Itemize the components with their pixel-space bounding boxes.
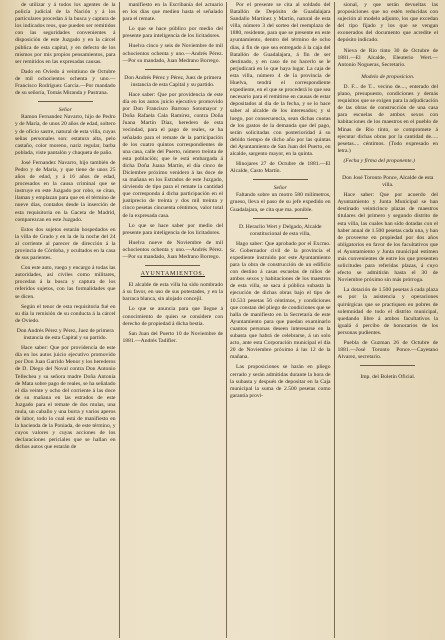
columns bbox=[12, 2, 441, 638]
divider bbox=[38, 101, 93, 102]
paragraph: Faltando sobre un motro 580 milímetros, grueso, lleva el paso de su jefe expedido en Guadalajara, se cita que ma. ponible. bbox=[230, 192, 331, 213]
paragraph: Estos dos sujetos estarán hospedados en la villa de Grado y en la de la noche del 24 al corriente al parecer de dirección á la provincia de Córdoba, y ocultados en la casa de sus parientes. bbox=[15, 226, 116, 262]
paragraph: Hinojares 27 de Octubre de 1881.—El Alcalde, Casto Martín. bbox=[230, 161, 331, 175]
notice-header: Don Andrés Pérez y Pérez, Juez de primera instancia de esta Capital y su partido. bbox=[124, 74, 222, 88]
divider bbox=[360, 365, 415, 366]
divider bbox=[145, 265, 200, 266]
section-heading: AYUNTAMIENTOS. bbox=[140, 271, 205, 278]
divider bbox=[360, 169, 415, 170]
paragraph: El alcalde de esta villa ha sido nombrado á su favor, en uso de sus potestades, y en la barraca blanca, sin alojado concejil. bbox=[122, 282, 223, 303]
section-title: Señor bbox=[58, 107, 72, 114]
paragraph: Lo que se hace saber por medio del presente para inteligencia de los licitadores. bbox=[122, 222, 223, 236]
column-2 bbox=[119, 2, 227, 638]
column-1 bbox=[12, 2, 119, 638]
notice-header: D. Heraclio Wert y Delgado, Alcalde constitucional de esta villa, bbox=[238, 223, 322, 237]
paragraph: Las proposiciones se harán en pliego cerrado y serán admitidas durante la hora de la subasta y después de depositar en la Caja municipal la suma de 2.500 pesetas como garantía provi- bbox=[230, 364, 331, 399]
paragraph: Huelva nueve de Noviembre de mil ochocientos ochenta y uno.—Andrés Pérez.—Por su mandado, Juan Medrano Borrego. bbox=[122, 239, 223, 260]
notice-header: Don José Toronto Ponce, Alcalde de esta villa. bbox=[342, 174, 434, 189]
paragraph: Hace saber: Que por providencia de este día en los autos juicio ejecutivo promovido por Don Francisco Barroso Sotomayor y Doña Rafaela Cala Ramírez, contra Doña Juana Martín Díaz, heredero de esta vecindad, para el pago de reales, se ha señalado para el remate de la participación de los cuatro quintos correspondientes de una casa, calle del Puerto, número treinta de esta población; que le está embargada á dicha Doña Juana Martín, el día cinco de Diciembre próximo venidero á las doce de su mañana en los Estrados de este Juzgado, sirviendo de tipo para el remate la cantidad que corresponda á dicha participación en el justiprecio de treinta y dos mil treinta y cinco pesetas cincuenta céntimos, valor total de la expresada casa. bbox=[122, 91, 223, 219]
paragraph: Hace saber: Que por acuerdo del Ayuntamiento y Junta Municipal se han destinado veinticinco plazas de maestros titulares del primero y segundo distrito de esta villa, las cuales han sido dotadas con el haber anual de 1.500 pesetas cada una, y han de proveerse en propiedad por dos años obligatorios en favor de los facultativos que el Ayuntamiento y Junta municipal estimen más convenientes de entre los que presenten solicitudes para referidas plazas, á cuyo efecto se admitirán hasta el 30 de Noviembre próximo sin más prórroga. bbox=[337, 192, 438, 284]
model-title: Modelo de proposicion. bbox=[361, 73, 415, 80]
divider bbox=[253, 179, 308, 180]
paragraph: Dado en Oviedo á veintiuno de Octubre de mil ochocientos ochenta y uno.—Francisco Rodríguez García.—Por mandado de su señoría, Tomás Miranda y Pastrana. bbox=[15, 68, 116, 97]
paragraph: Nieva de Rio tinto 30 de Octubre de 1881.—El Alcalde, Eleuterio Wert.—Antonio Nogueras, Secretario. bbox=[337, 47, 438, 68]
column-4 bbox=[334, 2, 442, 638]
paragraph: Con este auto, ruego y encargo á todas las autoridades, así civiles como militares, procedan á la busca y captura de los referidos sujetos, con las formalidades que se dicen. bbox=[15, 265, 116, 300]
paragraph: Hago saber: Que aprobado por el Excmo. Sr. Gobernador civil de la provincia el expediente instruido por este Ayuntamiento para la obra de construcción de un edificio con destino á casas escuelas de niños de ambos sexos y habitaciones de los maestros de esta villa, se saca á pública subasta la ejecución de dichas obras bajo el tipo de 10.533 pesetas 56 céntimos, y condiciones que constan del pliego de condiciones que se halla de manifiesto en la Secretaría de este Ayuntamiento para que puedan examinarlo cuantos personas deseen interesarse en la subasta que habrá de celebrarse, á un solo acto, ante esta Corporación municipal el día 20 de Noviembre próximo á las 12 de la mañana. bbox=[230, 240, 331, 361]
paragraph: Huelva cinco y seis de Noviembre de mil ochocientos ochenta y uno.—Andrés Pérez.—Por su mandado, Juan Medrano Borrego. bbox=[122, 43, 223, 64]
paragraph: Puebla de Guzman 26 de Octubre de 1881.—José Toronto Ponce.—Cayetano Alvarez, secretario. bbox=[337, 340, 438, 361]
paragraph: Por el presente se cita al soldado del Batallón de Depósito de Guadalajara Sandalio Martínez y Martín, natural de esta villa, número 3 del sorteo del reemplazo de 1880, residente, para que se presente en este ayuntamiento, dentro del término de ocho días, á fin de que sea entregado á la caja del Batallón de Guadalajara, á fin de ser destinado, y en caso de no hacerlo se le perjudicará en lo que haya lugar. La caja de esta villa, número 4 de la provincia de Huelva, tendrá el correspondiente expediente, en el que se procederá lo que sea necesario para el remitirse en causas de estar depositados al día de la fecha, y se lo hace saber al alcalde de los interesados; y si luego, por consecuencia, sean dichas cuotas de los gastos de la demanda que del pago, serán solicitadas con posterioridad á su debido tiempo de dicho año por las quintas del Ayuntamiento de San Juan del Puerto, en alcalde, sargento mayor, en la quinta. bbox=[230, 2, 331, 157]
notice-header: Don Andrés Pérez y Pérez, Juez de primera instancia de esta Capital y su partido. bbox=[16, 327, 114, 342]
section-title: Señor bbox=[273, 185, 287, 192]
paragraph: (Fecha y firma del proponente.) bbox=[343, 157, 415, 164]
paragraph: Hace saber: Que por providencia de este día en los autos juicio ejecutivo promovido por Don Juan Garrido Menor y los herederos de D. Diego del Noval contra Don Antonio Tellechea y su señora madre Doña Antonia de Mata sobre pago de reales, se ha señalado el día veinte y ocho del corriente á las doce de su mañana en las estrados de este Juzgado para el remate de dos mulas, una mula, un caballo y una burra y varios aperos de labor, todo lo cual está de manifiesto en la hacienda de la Poniada, de este término, y cuyos valores y cuyas acciones de los declaraciones periciales que se hallan en dichos autos que estarán de bbox=[15, 345, 116, 451]
paragraph: José Fernandez Navarro, hijo también de Pedro y de María, y que tiene de unos 25 años de edad, y á 16 años de edad, procesados en la causa criminal que se instruye en este Juzgado por robo, se citan, llaman y emplazan para que en el término de nueve días, contados desde la inserción de esta requisitoria en la Gaceta de Madrid, comparezcan en este Juzgado. bbox=[15, 159, 116, 223]
paragraph: D. F... de T... vecino de...., enterado del plano, presupuesto, condiciones y demás requisitos que se exigen para la adjudicación de las obras de construcción de una casa para escuelas de ambos sexos con habitaciones de los maestros en el pueblo de Minas de Rio tinto, se compromete á ejecutar dichas obras por la cantidad de..... pesetas.... céntimos. (Todo expresado en letra.) bbox=[337, 83, 438, 154]
paragraph: La dotación de 1.500 pesetas á cada plaza es por la asistencia y operaciones quirúrgicas que se practiquen en pobres de solemnidad de todo el distrito municipal, quedando libre á ambos facultativos la igualá ó percibo de honorarios de los personas pudientes. bbox=[337, 287, 438, 336]
paragraph: Según el tenor de esta requisitoria fué en su día la remisión de su conducta á la cárcel de Oviedo. bbox=[15, 303, 116, 324]
imprint-line: Imp. del Boletín Oficial. bbox=[360, 374, 416, 381]
column-3 bbox=[226, 2, 334, 638]
paragraph: manifiesto en la Escribanía del actuario en los días que medien hasta el señalado para el remate. bbox=[122, 2, 223, 23]
divider bbox=[145, 69, 200, 70]
divider bbox=[253, 218, 308, 219]
paragraph: de utilizar y á todos los agentes de la policía judicial de la Nación y á los particulares procedan á la busca y captura de los indicados reos, que pueden ser remitidos con las seguridades convenientes á disposición de este Juzgado y en la cárcel pública de esta capital, y en defecto de los mismos por mis propios pensamientos, para ser remitidos en las expresadas causas. bbox=[15, 2, 116, 65]
paragraph: San Juan del Puerto 10 de Noviembre de 1881.—Andrés Tadifier. bbox=[122, 330, 223, 344]
paragraph: sional, y que serán devueltas las proposiciones que no estén reducidas con sujeción al modelo adjunto, los que excedan del tipo fijado y los que se vengan exonerados del documento que acredite el depósito indicado. bbox=[337, 2, 438, 44]
paragraph: Lo que se hace público por medio del presente para inteligencia de los licitadores. bbox=[122, 26, 223, 40]
paragraph: Lo que se anuncia para que llegue á conocimiento de quien se considere con derecho de propiedad á dicha bestia. bbox=[122, 306, 223, 327]
paragraph: Ramon Fernandez Navarro, hijo de Pedro y de María, de unos 20 años de edad, soltero y de oficio sastre, natural de esta villa, cuyas señas personales son: estatura alta, pelo castaño, color moreno, nariz regular, barba poblada, viste pantalón y chaqueta de paño. bbox=[15, 114, 116, 156]
